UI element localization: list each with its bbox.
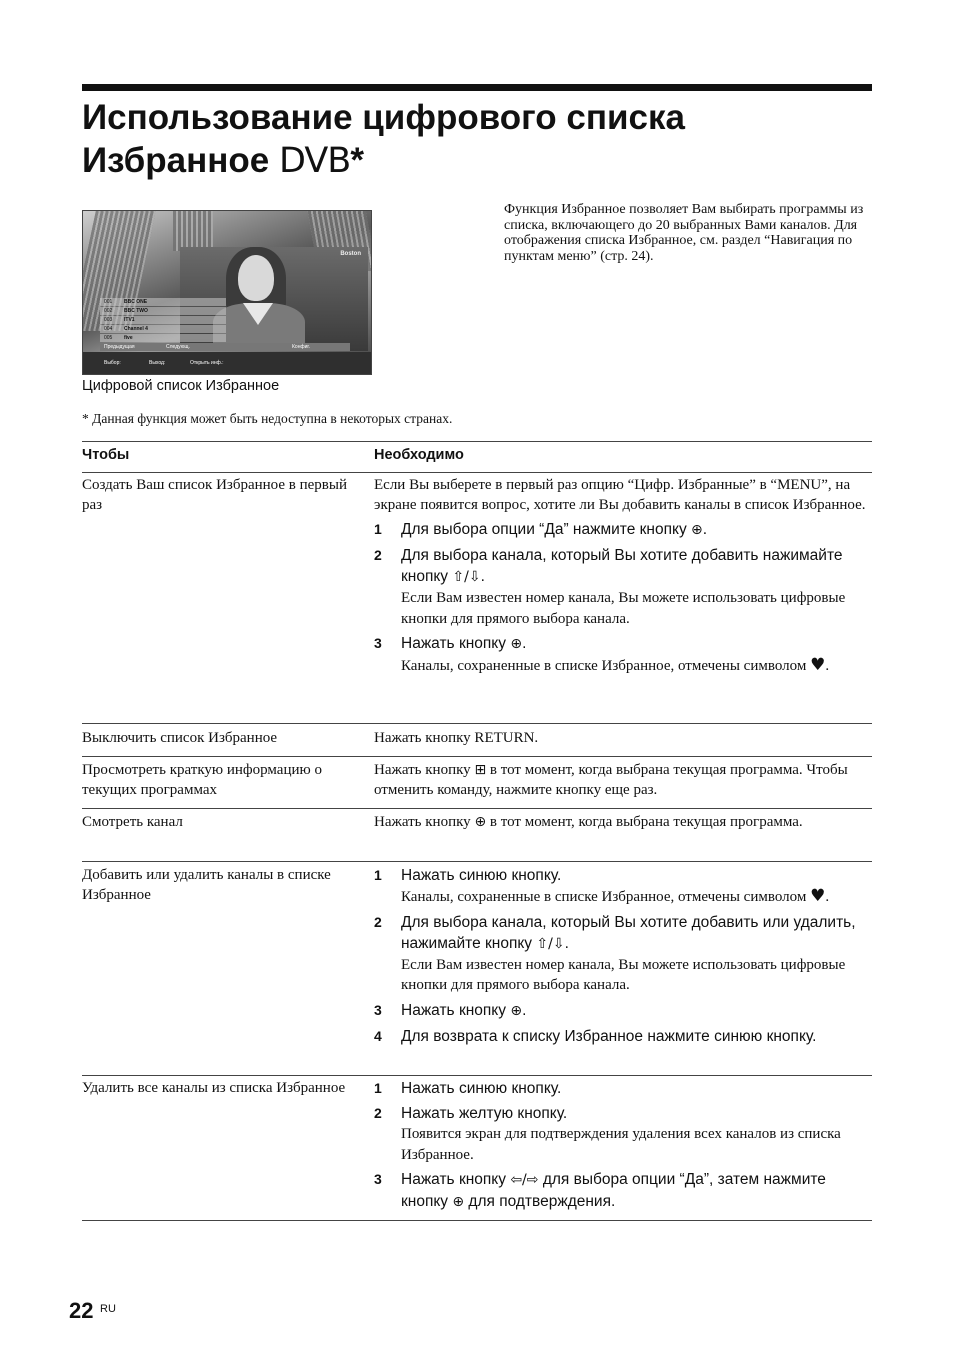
- step-number: 1: [374, 867, 382, 883]
- step: [374, 1078, 872, 1099]
- step-note: Появится экран для подтверждения удаления всех каналов из списка Избранное.: [401, 1126, 841, 1163]
- table-top-rule: [82, 441, 872, 442]
- screenshot-building: [173, 211, 213, 251]
- row-action: [374, 812, 872, 832]
- channel-name: five: [124, 335, 133, 341]
- table-rule: [82, 472, 872, 473]
- table-rule: [82, 861, 872, 862]
- step-text: Нажать кнопку: [401, 1001, 507, 1019]
- step-text: Для выбора канала, который Вы хотите добавить или удалить, нажимайте кнопку: [401, 913, 856, 952]
- table-rule: [82, 723, 872, 724]
- step: [374, 1000, 872, 1022]
- step-number: 3: [374, 1001, 382, 1018]
- screenshot-caption: Цифровой список Избранное: [82, 378, 280, 394]
- channel-name: Channel 4: [124, 326, 148, 332]
- step-tail: .: [702, 521, 708, 538]
- title-line-2: Избранное: [82, 141, 270, 180]
- step-note: Если Вам известен номер канала, Вы можете использовать цифровые кнопки для прямого выбора канала.: [401, 956, 846, 993]
- step: [374, 633, 872, 655]
- center-button-icon: ⊕: [510, 636, 523, 652]
- hint-open-info: Открыть инф.:: [190, 360, 224, 366]
- favourites-screenshot: [82, 210, 372, 375]
- channel-row: [100, 298, 226, 306]
- step-number: 2: [374, 1105, 382, 1121]
- center-button-icon: ⊕: [510, 1002, 523, 1019]
- step: [374, 912, 872, 955]
- screenshot-color-bar: [100, 343, 350, 351]
- center-button-icon: ⊕: [474, 814, 487, 830]
- channel-number: 001: [104, 299, 113, 305]
- title-rule: [82, 84, 872, 91]
- row-action: [374, 865, 872, 1047]
- bar-prev-label: Предыдущая: [104, 344, 135, 350]
- row-action: [374, 760, 872, 800]
- step-number: 1: [374, 521, 382, 537]
- info-button-icon: ⊞: [474, 762, 487, 778]
- dvb-logo: DVB: [279, 141, 351, 181]
- up-down-arrows-icon: ⇧/⇩: [536, 935, 565, 952]
- channel-name: ITV1: [124, 317, 135, 323]
- channel-row: [100, 316, 226, 324]
- step: [374, 1026, 872, 1047]
- table-bottom-rule: [82, 1220, 872, 1221]
- left-right-arrows-icon: ⇦/⇨: [510, 1172, 539, 1188]
- step-note-tail: .: [825, 658, 830, 674]
- step-note-text: Каналы, сохраненные в списке Избранное, отмечены символом: [401, 658, 807, 674]
- title-line-1: Использование цифрового списка: [82, 98, 685, 137]
- action-text: в тот момент, когда выбрана текущая программа.: [489, 814, 803, 830]
- step: [374, 1103, 872, 1124]
- channel-name: BBC ONE: [124, 299, 148, 305]
- step-number: 2: [374, 913, 382, 930]
- step-number: 2: [374, 547, 382, 563]
- row-intro-text: Если Вы выберете в первый раз опцию “Цифр. Избранные” в “MENU”, на экране появится вопрос, хотите ли Вы добавить каналы в список Избранное.: [374, 477, 866, 513]
- step-text: Нажать кнопку: [401, 1171, 507, 1188]
- row-action: [374, 1078, 872, 1213]
- title-asterisk: *: [350, 141, 364, 180]
- row-goal: Просмотреть краткую информацию о текущих программах: [82, 762, 322, 798]
- hint-exit: Выход:: [149, 360, 166, 366]
- step-tail: .: [522, 1001, 527, 1019]
- page-number: 22: [69, 1298, 94, 1323]
- row-goal: Смотреть канал: [82, 814, 183, 830]
- table-rule: [82, 1075, 872, 1076]
- row-goal: Создать Ваш список Избранное в первый раз: [82, 477, 347, 513]
- step-text: для выбора опции “Да”, затем нажмите кнопку: [401, 1171, 826, 1210]
- step-text: Для возврата к списку Избранное нажмите синюю кнопку.: [401, 1027, 817, 1045]
- center-button-icon: ⊕: [452, 1194, 465, 1210]
- step-number: 3: [374, 1171, 382, 1187]
- screenshot-hint-bar: [83, 352, 371, 374]
- row-goal: Добавить или удалить каналы в списке Избранное: [82, 867, 331, 903]
- heart-icon: ♥: [810, 886, 826, 906]
- page-language: RU: [100, 1303, 116, 1315]
- step-text: Для выбора канала, который Вы хотите добавить нажимайте кнопку: [401, 547, 843, 585]
- footnote: * Данная функция может быть недоступна в некоторых странах.: [82, 411, 453, 426]
- center-button-icon: ⊕: [691, 522, 703, 538]
- channel-number: 003: [104, 317, 113, 323]
- step-note-text: Каналы, сохраненные в списке Избранное, отмечены символом: [401, 889, 807, 905]
- screenshot-city-label: Boston: [340, 251, 361, 257]
- column-header-goal: Чтобы: [82, 447, 130, 463]
- bar-next-label: Следующ.: [166, 344, 190, 350]
- presenter-face: [238, 255, 274, 301]
- table-rule: [82, 756, 872, 757]
- row-action: Нажать кнопку RETURN.: [374, 730, 539, 746]
- step-note: [374, 886, 872, 908]
- channel-row: [100, 334, 226, 342]
- row-goal: Удалить все каналы из списка Избранное: [82, 1080, 346, 1096]
- table-rule: [82, 808, 872, 809]
- channel-row: [100, 325, 226, 333]
- hint-select: Выбор:: [104, 360, 121, 366]
- step-tail: .: [522, 635, 527, 652]
- up-down-arrows-icon: ⇧/⇩: [452, 569, 481, 585]
- row-goal: Выключить список Избранное: [82, 730, 278, 746]
- screenshot-channel-list: [100, 298, 226, 343]
- intro-paragraph: Функция Избранное позволяет Вам выбирать программы из списка, включающего до 20 выбранных Вами каналов. Для отображения списка Избранное, см. раздел “Навигация по пунктам меню” (стр. 24).: [504, 202, 864, 264]
- step: [374, 865, 872, 886]
- step-tail: .: [564, 934, 569, 952]
- step-text: для подтверждения.: [468, 1193, 616, 1210]
- channel-number: 005: [104, 335, 113, 341]
- step-note: Если Вам известен номер канала, Вы можете использовать цифровые кнопки для прямого выбора канала.: [401, 590, 846, 627]
- page-title: [82, 96, 685, 183]
- step-number: 4: [374, 1027, 382, 1044]
- step-text: Для выбора опции “Да” нажмите кнопку: [401, 521, 687, 538]
- channel-number: 002: [104, 308, 113, 314]
- column-header-action: Необходимо: [374, 447, 464, 463]
- step-tail: .: [480, 568, 485, 585]
- step-text: Нажать кнопку: [401, 635, 507, 652]
- row-action: [374, 475, 872, 677]
- step: [374, 545, 872, 588]
- step: [374, 519, 872, 541]
- bar-config-label: Конфиг.: [292, 344, 310, 350]
- channel-number: 004: [104, 326, 113, 332]
- action-text: Нажать кнопку: [374, 762, 471, 778]
- action-text: Нажать кнопку: [374, 814, 471, 830]
- action-text: в тот момент, когда выбрана текущая программа. Чтобы отменить команду, нажмите кнопку еще раз.: [374, 762, 848, 798]
- step-text: Нажать желтую кнопку.: [401, 1105, 568, 1122]
- step-number: 3: [374, 635, 382, 651]
- step-text: Нажать синюю кнопку.: [401, 1080, 562, 1097]
- step-text: Нажать синюю кнопку.: [401, 867, 562, 884]
- step: [374, 1169, 872, 1213]
- step-note-tail: .: [825, 889, 830, 905]
- heart-icon: ♥: [810, 655, 826, 675]
- channel-name: BBC TWO: [124, 308, 148, 314]
- step-number: 1: [374, 1080, 382, 1096]
- channel-row: [100, 307, 226, 315]
- step-note: [374, 655, 872, 677]
